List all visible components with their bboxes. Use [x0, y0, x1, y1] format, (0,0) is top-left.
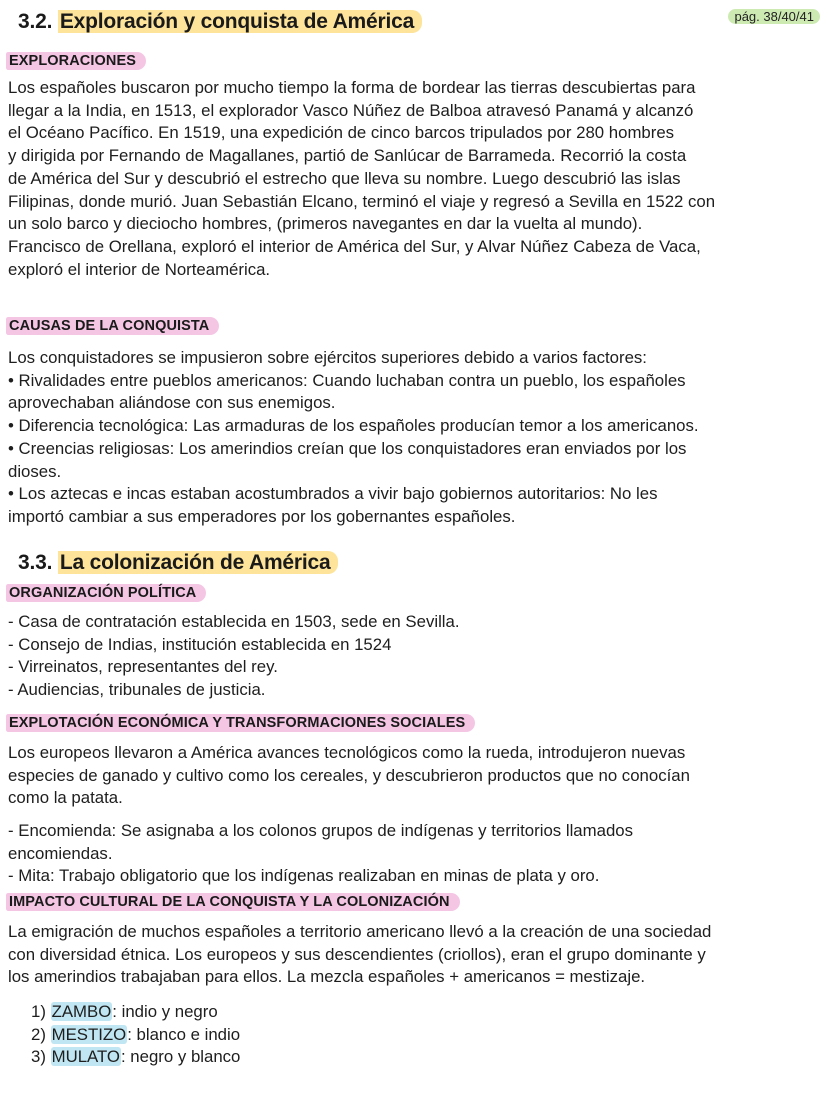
text-line: de América del Sur y descubrió el estrecho que lleva su nombre. Luego descubrió las islas: [8, 168, 681, 188]
section-heading-3-3: [18, 551, 338, 575]
page-number: pág. 38/40/41: [728, 9, 820, 24]
list-organizacion: [8, 611, 823, 702]
text-line: - Virreinatos, representantes del rey.: [8, 657, 278, 677]
term-description: : indio y negro: [112, 1002, 218, 1021]
text-line: con diversidad étnica. Los europeos y sus descendientes (criollos), eran el grupo dominante y: [8, 944, 706, 964]
text-line: • Diferencia tecnológica: Las armaduras de los españoles producían temor a los americanos.: [8, 416, 699, 436]
text-line: y dirigida por Fernando de Magallanes, partió de Sanlúcar de Barrameda. Recorrió la costa: [8, 146, 687, 166]
term-description: : negro y blanco: [120, 1047, 241, 1066]
text-line: Los españoles buscaron por mucho tiempo la forma de bordear las tierras descubiertas para: [8, 78, 696, 97]
text-line: - Audiencias, tribunales de justicia.: [8, 680, 266, 700]
label-exploraciones: EXPLORACIONES: [6, 52, 146, 70]
paragraph-exploraciones: [8, 77, 823, 281]
text-line: encomiendas.: [8, 843, 113, 863]
label-explotacion: EXPLOTACIÓN ECONÓMICA Y TRANSFORMACIONES SOCIALES: [6, 714, 475, 732]
text-line: un solo barco y dieciocho hombres, (primeros navegantes en dar la vuelta al mundo).: [8, 214, 643, 234]
term-highlight: MESTIZO: [51, 1024, 127, 1044]
list-item: [31, 1046, 240, 1069]
text-line: importó cambiar a sus emperadores por los gobernantes españoles.: [8, 506, 516, 526]
text-line: - Casa de contratación establecida en 1503, sede en Sevilla.: [8, 612, 460, 631]
text-line: La emigración de muchos españoles a territorio americano llevó a la creación de una sociedad: [8, 922, 712, 941]
list-item: [31, 1024, 240, 1047]
paragraph-impacto: [8, 921, 823, 989]
text-line: Francisco de Orellana, exploró el interior de América del Sur, y Alvar Núñez Cabeza de Vaca,: [8, 236, 701, 256]
item-number: 3): [31, 1047, 46, 1066]
section-heading-3-2: [18, 10, 422, 34]
text-line: como la patata.: [8, 788, 123, 808]
text-line: • Los aztecas e incas estaban acostumbrados a vivir bajo gobiernos autoritarios: No les: [8, 484, 658, 504]
text-line: dioses.: [8, 461, 62, 481]
text-line: - Encomienda: Se asignaba a los colonos grupos de indígenas y territorios llamados: [8, 821, 633, 840]
item-number: 1): [31, 1002, 46, 1021]
list-explotacion: [8, 820, 823, 888]
section-number: 3.3.: [18, 551, 53, 574]
term-highlight: MULATO: [51, 1047, 120, 1066]
text-line: los amerindios trabajaban para ellos. La mezcla españoles + americanos = mestizaje.: [8, 967, 646, 987]
text-line: especies de ganado y cultivo como los cereales, y descubrieron productos que no conocían: [8, 765, 690, 785]
paragraph-causas: [8, 347, 823, 529]
text-line: llegar a la India, en 1513, el explorador Vasco Núñez de Balboa atravesó Panamá y alcanzó: [8, 100, 694, 120]
section-title: Exploración y conquista de América: [58, 10, 422, 33]
label-impacto: IMPACTO CULTURAL DE LA CONQUISTA Y LA COLONIZACIÓN: [6, 893, 460, 911]
text-line: - Mita: Trabajo obligatorio que los indígenas realizaban en minas de plata y oro.: [8, 866, 600, 886]
section-number: 3.2.: [18, 10, 53, 33]
text-line: el Océano Pacífico. En 1519, una expedición de cinco barcos tripulados por 280 hombres: [8, 123, 675, 143]
list-item: [31, 1001, 240, 1024]
paragraph-explotacion: [8, 742, 823, 810]
label-organizacion: ORGANIZACIÓN POLÍTICA: [6, 584, 206, 602]
text-line: Los europeos llevaron a América avances tecnológicos como la rueda, introdujeron nuevas: [8, 743, 686, 762]
label-causas: CAUSAS DE LA CONQUISTA: [6, 317, 219, 335]
text-line: - Consejo de Indias, institución establecida en 1524: [8, 634, 392, 654]
text-line: Filipinas, donde murió. Juan Sebastián Elcano, terminó el viaje y regresó a Sevilla en 1522 con: [8, 191, 716, 211]
item-number: 2): [31, 1024, 46, 1044]
term-description: : blanco e indio: [127, 1024, 241, 1044]
text-line: aprovechaban aliándose con sus enemigos.: [8, 393, 336, 413]
term-highlight: ZAMBO: [51, 1002, 112, 1021]
mestizaje-list: [31, 1001, 240, 1069]
text-line: exploró el interior de Norteamérica.: [8, 259, 271, 279]
section-title: La colonización de América: [58, 551, 339, 574]
text-line: • Rivalidades entre pueblos americanos: Cuando luchaban contra un pueblo, los españoles: [8, 370, 686, 390]
text-line: Los conquistadores se impusieron sobre ejércitos superiores debido a varios factores:: [8, 348, 647, 367]
text-line: • Creencias religiosas: Los amerindios creían que los conquistadores eran enviados por los: [8, 438, 687, 458]
